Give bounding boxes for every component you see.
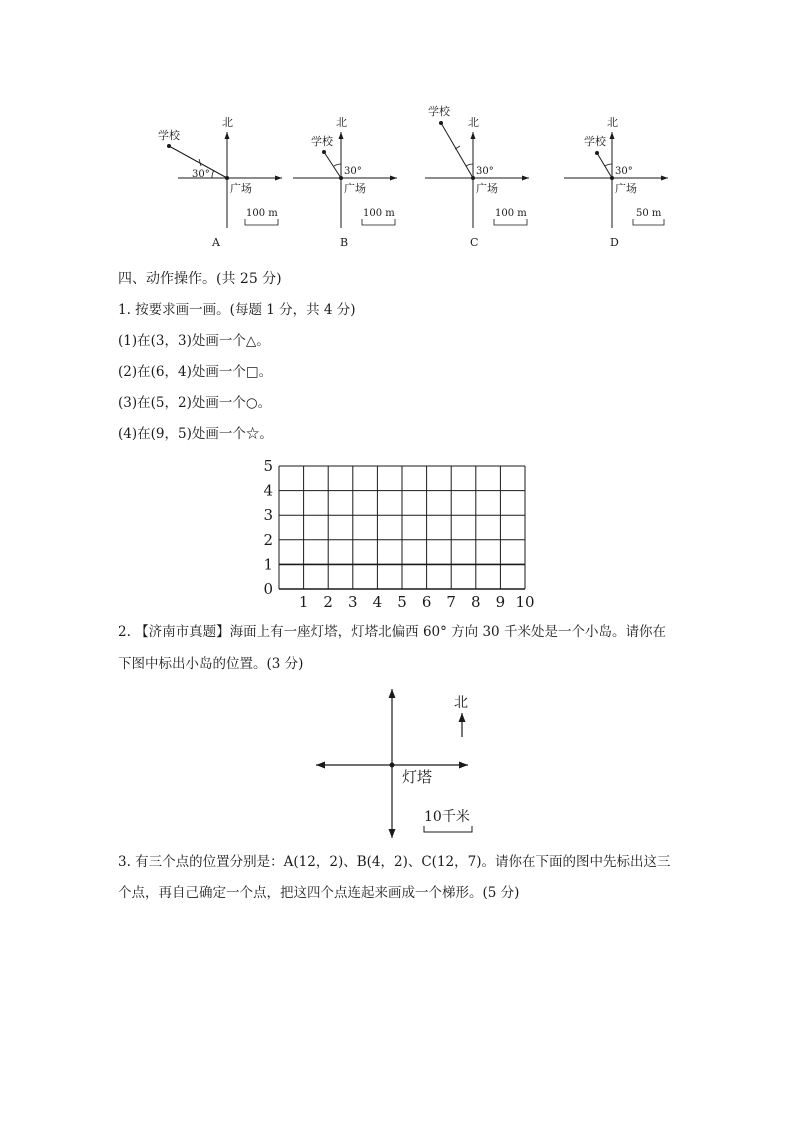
scale-bar: [494, 219, 527, 225]
angle-label: 30°: [615, 166, 633, 177]
scale-bar: [633, 219, 664, 225]
x-tick-label: 9: [495, 593, 506, 611]
north-label: 北: [607, 116, 618, 129]
scale-label: 100 m: [363, 208, 395, 219]
y-tick-label: 2: [263, 530, 273, 549]
x-tick-label: 1: [298, 593, 309, 611]
school-point: [167, 144, 171, 148]
x-tick-label: 6: [421, 593, 432, 611]
option-diagram-b: [293, 116, 397, 249]
q2-line-2: 下图中标出小岛的位置。(3 分): [118, 656, 304, 672]
option-diagram-c: [425, 104, 529, 249]
angle-label: 30°: [344, 166, 362, 177]
angle-label: 30°: [192, 169, 210, 180]
angle-arc: [605, 164, 612, 166]
options-diagrams: [0, 0, 794, 260]
x-axis-labels: [299, 593, 535, 611]
square-point: [471, 176, 475, 180]
square-label: 广场: [230, 182, 252, 195]
angle-label: 30°: [476, 166, 494, 177]
school-line: [441, 123, 473, 178]
scale-bar: [245, 219, 278, 225]
lighthouse-label: 灯塔: [402, 768, 433, 786]
school-line: [597, 153, 612, 178]
y-axis-labels: [263, 457, 273, 598]
school-point: [439, 121, 443, 125]
coordinate-grid: [0, 455, 794, 615]
y-tick-label: 0: [263, 580, 273, 598]
angle-arc: [466, 164, 473, 166]
option-diagram-d: [564, 116, 668, 249]
school-label: 学校: [311, 135, 333, 148]
square-label: 广场: [344, 182, 366, 195]
school-label: 学校: [158, 129, 180, 142]
scale-label: 100 m: [495, 208, 527, 219]
scale-label: 50 m: [636, 208, 662, 219]
scale-bar: [424, 826, 472, 832]
scale-label: 100 m: [246, 208, 278, 219]
option-letter: A: [212, 236, 220, 249]
section-title: 四、动作操作。(共 25 分): [118, 271, 282, 287]
q2-line-1: 2. 【济南市真题】海面上有一座灯塔，灯塔北偏西 60° 方向 30 千米处是一个小岛。请你在: [118, 624, 666, 640]
x-tick-label: 5: [397, 593, 407, 611]
school-point: [322, 150, 326, 154]
q1-item-1: (1)在(3，3)处画一个△。: [118, 333, 270, 349]
y-tick-label: 4: [263, 481, 273, 500]
north-label: 北: [336, 116, 347, 129]
school-line: [324, 152, 341, 178]
school-label: 学校: [428, 105, 450, 118]
north-label: 北: [222, 116, 233, 129]
grid-lines: [279, 466, 525, 589]
scale-label: 10千米: [424, 809, 470, 825]
y-tick-label: 3: [263, 506, 273, 525]
option-letter: C: [470, 236, 479, 249]
lighthouse-diagram: [0, 685, 794, 845]
y-tick-label: 1: [263, 555, 273, 574]
option-letter: D: [610, 236, 619, 249]
school-label: 学校: [584, 135, 606, 148]
y-tick-label: 5: [263, 457, 273, 475]
square-point: [339, 176, 343, 180]
scale-bar: [362, 219, 395, 225]
q1-item-3: (3)在(5，2)处画一个○。: [118, 395, 272, 411]
option-diagram-a: [158, 116, 282, 249]
x-tick-label: 8: [471, 593, 481, 611]
q3-line-1: 3. 有三个点的位置分别是：A(12，2)、B(4，2)、C(12，7)。请你在下面的图中先标出这三: [118, 854, 671, 870]
school-point: [595, 151, 599, 155]
angle-arc: [212, 170, 214, 178]
square-point: [225, 176, 229, 180]
north-label: 北: [454, 695, 468, 711]
q1-stem: 1. 按要求画一画。(每题 1 分，共 4 分): [118, 302, 356, 318]
option-letter: B: [340, 236, 349, 249]
lighthouse-point: [390, 763, 395, 768]
north-label: 北: [468, 116, 479, 129]
x-tick-label: 3: [348, 593, 358, 611]
x-tick-label: 7: [446, 593, 456, 611]
x-tick-label: 2: [323, 593, 333, 611]
q3-line-2: 个点，再自己确定一个点，把这四个点连起来画成一个梯形。(5 分): [118, 885, 520, 901]
x-tick-label: 4: [372, 593, 383, 611]
q1-item-4: (4)在(9，5)处画一个☆。: [118, 426, 273, 442]
x-tick-label: 10: [515, 593, 535, 611]
square-point: [610, 176, 614, 180]
square-label: 广场: [615, 182, 637, 195]
angle-arc: [334, 164, 341, 166]
q1-item-2: (2)在(6，4)处画一个□。: [118, 364, 273, 380]
square-label: 广场: [476, 182, 498, 195]
